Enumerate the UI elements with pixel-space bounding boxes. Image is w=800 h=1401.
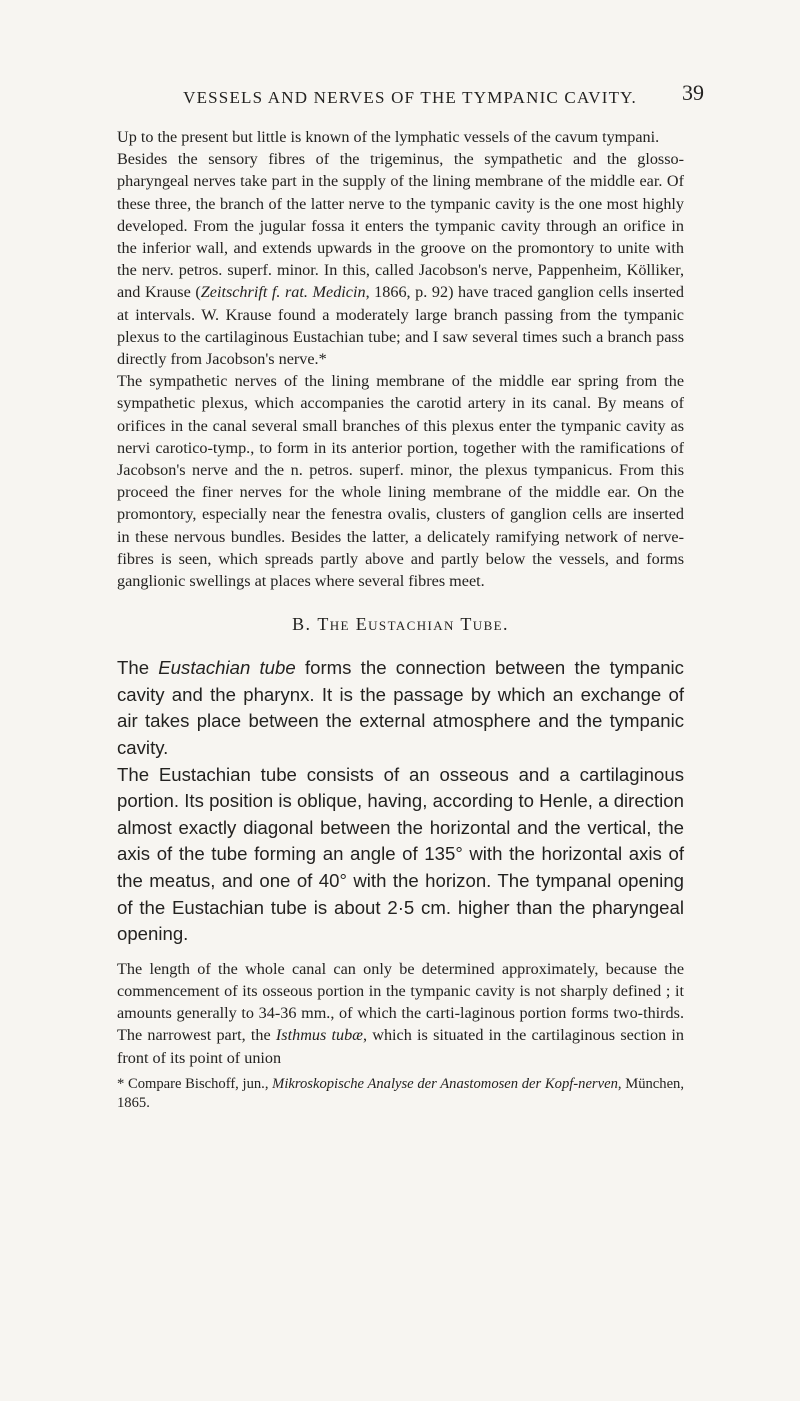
paragraph-text: Besides the sensory fibres of the trigeminus, the sympathetic and the glosso-pharyngeal nerves take part in the supply of the lining membrane of the middle ear. Of these three, the branch of the latter nerve to the tympanic cavity is the one most highly developed. From the jugular fossa it enters the tympanic cavity through an orifice in the inferior wall, and extends upwards in the groove on the promontory to unite with the nerv. petros. superf. minor. In this, called Jacobson's nerve, Pappenheim, Kölliker, and Krause ( bbox=[117, 150, 684, 302]
paragraph-sympathetic bbox=[117, 370, 684, 592]
paragraph-text: , 1866, p. 92) have traced ganglion cells inserted at intervals. W. Krause found a moderately large branch passing from the tympanic plexus to the cartilaginous Eustachian tube; and I saw several times such a branch pass directly from Jacobson's nerve.* bbox=[117, 283, 684, 369]
citation-title: Zeitschrift f. rat. Medicin bbox=[200, 283, 366, 302]
paragraph-text: Up to the present but little is known of the lymphatic vessels of the cavum tympani. bbox=[117, 128, 660, 146]
running-title: VESSELS AND NERVES OF THE TYMPANIC CAVITY. bbox=[183, 88, 637, 107]
paragraph-text: The bbox=[117, 657, 159, 679]
paragraph-text: The length of the whole canal can only be determined approximately, because the commencement of its osseous portion in the tympanic cavity is not sharply defined ; it amounts generally to 34-36 mm., of which the carti-laginous portion forms two-thirds. The narrowest part, the bbox=[117, 959, 684, 1045]
section-b-large-text bbox=[117, 655, 684, 948]
term-eustachian-tube: Eustachian tube bbox=[158, 657, 296, 679]
footnote-lead: * Compare Bischoff, jun., bbox=[117, 1075, 273, 1092]
paragraph-text: forms the connection between the tympanic cavity and the pharynx. It is the passage by which an exchange of air takes place between the external atmosphere and the tympanic cavity. bbox=[117, 657, 684, 759]
paragraph-lymphatic bbox=[117, 126, 684, 148]
paragraph-text: The Eustachian tube consists of an osseous and a cartilaginous portion. Its position is oblique, having, according to Henle, a direction almost exactly diagonal between the horizontal and the vertical, the axis of the tube forming an angle of 135° with the horizontal axis of the meatus, and one of 40° with the horizon. The tympanal opening of the Eustachian tube is about 2·5 cm. higher than the pharyngeal opening. bbox=[117, 763, 684, 945]
section-letter: B. bbox=[292, 614, 312, 635]
term-isthmus-tubae: Isthmus tubæ bbox=[275, 1026, 363, 1045]
section-title: The Eustachian Tube. bbox=[317, 614, 509, 635]
page-body bbox=[117, 126, 684, 1113]
section-a-text bbox=[117, 126, 684, 592]
section-b-small-text bbox=[117, 958, 684, 1069]
paragraph-text: , which is situated in the cartilaginous section in front of its point of union bbox=[117, 1026, 684, 1067]
paragraph-canal-length bbox=[117, 958, 684, 1069]
page-number: 39 bbox=[682, 80, 704, 105]
paragraph-eustachian-intro bbox=[117, 655, 684, 761]
section-heading bbox=[117, 614, 684, 635]
footnote-tail: , München, 1865. bbox=[117, 1075, 684, 1111]
footnote-text bbox=[117, 1075, 684, 1113]
paragraph-text: The sympathetic nerves of the lining membrane of the middle ear spring from the sympathetic plexus, which accompanies the carotid artery in its canal. By means of orifices in the canal several small branches of this plexus enter the tympanic cavity as nervi carotico-tymp., to form in its anterior portion, together with the ramifications of Jacobson's nerve and the n. petros. superf. minor, the plexus tympanicus. From this proceed the finer nerves for the whole lining membrane of the middle ear. On the promontory, especially near the fenestra ovalis, clusters of ganglion cells are inserted in these nervous bundles. Besides the latter, a delicately ramifying network of nerve-fibres is seen, which spreads partly above and partly below the vessels, and forms ganglionic swellings at places where several fibres meet. bbox=[117, 372, 684, 591]
footnote-title: Mikroskopische Analyse der Anastomosen der Kopf-nerven bbox=[272, 1075, 618, 1092]
footnote bbox=[117, 1075, 684, 1113]
paragraph-eustachian-structure bbox=[117, 762, 684, 948]
paragraph-nerves bbox=[117, 148, 684, 370]
